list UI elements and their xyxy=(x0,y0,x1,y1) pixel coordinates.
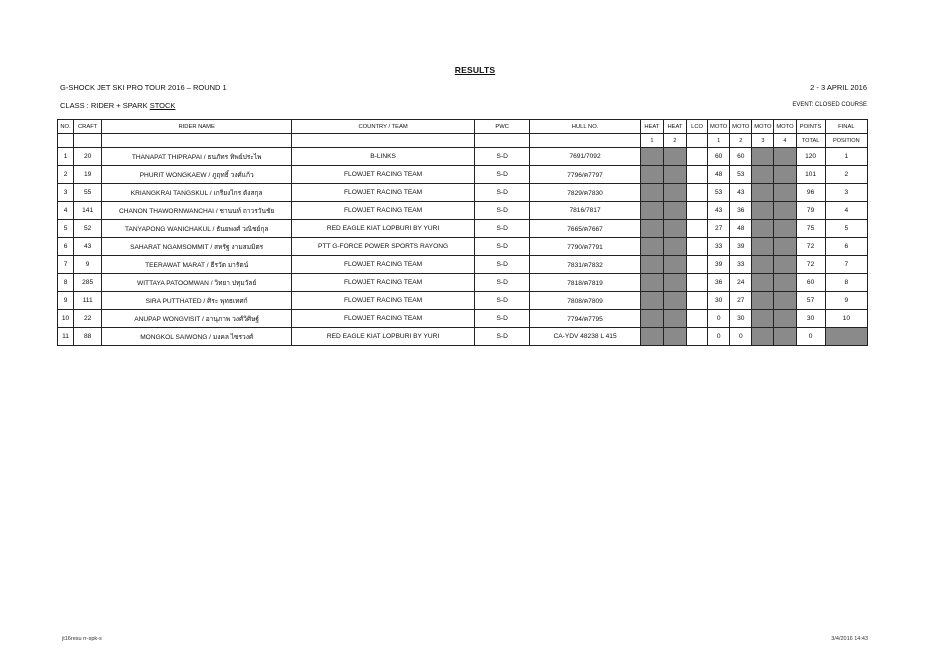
table-row xyxy=(58,166,868,184)
cell-moto-2: 27 xyxy=(730,292,752,310)
cell-moto-1: 33 xyxy=(708,238,730,256)
cell-moto-3 xyxy=(752,256,774,274)
cell-hull-no: 7665/ค7667 xyxy=(530,220,641,238)
cell-moto-3 xyxy=(752,274,774,292)
table-row xyxy=(58,292,868,310)
cell-heat-1 xyxy=(640,238,663,256)
subheader-empty xyxy=(292,134,475,148)
sub-total: TOTAL xyxy=(796,134,825,148)
cell-lco xyxy=(687,238,708,256)
cell-country-team: FLOWJET RACING TEAM xyxy=(292,274,475,292)
table-row xyxy=(58,274,868,292)
cell-points-total: 75 xyxy=(796,220,825,238)
cell-moto-2: 60 xyxy=(730,148,752,166)
cell-no: 11 xyxy=(58,328,74,346)
col-heat-2: HEAT xyxy=(663,120,686,134)
cell-moto-3 xyxy=(752,238,774,256)
cell-moto-4 xyxy=(774,148,796,166)
cell-moto-2: 30 xyxy=(730,310,752,328)
cell-hull-no: 7808/ค7809 xyxy=(530,292,641,310)
cell-country-team: FLOWJET RACING TEAM xyxy=(292,184,475,202)
col-pwc: PWC xyxy=(475,120,530,134)
cell-heat-2 xyxy=(663,202,686,220)
col-moto-2: MOTO xyxy=(730,120,752,134)
subheader-empty xyxy=(74,134,102,148)
cell-hull-no: 7796/ค7797 xyxy=(530,166,641,184)
results-title: RESULTS xyxy=(454,65,496,75)
cell-rider-name: CHANON THAWORNWANCHAI / ชานนท์ ถาวรวันชัย xyxy=(102,202,292,220)
cell-moto-1: 30 xyxy=(708,292,730,310)
table-row xyxy=(58,220,868,238)
cell-no: 3 xyxy=(58,184,74,202)
cell-heat-2 xyxy=(663,166,686,184)
sub-heat-2: 2 xyxy=(663,134,686,148)
col-lco: LCO xyxy=(687,120,708,134)
cell-moto-3 xyxy=(752,202,774,220)
cell-heat-1 xyxy=(640,184,663,202)
cell-country-team: PTT G-FORCE POWER SPORTS RAYONG xyxy=(292,238,475,256)
cell-final-position: 3 xyxy=(825,184,867,202)
footer-file-name: jt16resu rr-spk-s xyxy=(62,636,102,642)
subheader-empty xyxy=(58,134,74,148)
cell-no: 10 xyxy=(58,310,74,328)
subheader-empty xyxy=(475,134,530,148)
cell-final-position: 7 xyxy=(825,256,867,274)
cell-moto-1: 0 xyxy=(708,328,730,346)
col-country: COUNTRY / TEAM xyxy=(292,120,475,134)
cell-rider-name: MONGKOL SAIWONG / มงคล ไซรวงศ์ xyxy=(102,328,292,346)
sub-moto-3: 3 xyxy=(752,134,774,148)
class-prefix: CLASS : RIDER + SPARK xyxy=(60,101,150,110)
cell-rider-name: PHURIT WONGKAEW / ภูฤทธิ์ วงศ์แก้ว xyxy=(102,166,292,184)
table-row xyxy=(58,202,868,220)
cell-no: 4 xyxy=(58,202,74,220)
cell-pwc: S-D xyxy=(475,274,530,292)
cell-craft: 88 xyxy=(74,328,102,346)
cell-points-total: 79 xyxy=(796,202,825,220)
cell-points-total: 60 xyxy=(796,274,825,292)
cell-moto-3 xyxy=(752,184,774,202)
cell-final-position xyxy=(825,328,867,346)
cell-heat-1 xyxy=(640,166,663,184)
cell-moto-1: 60 xyxy=(708,148,730,166)
table-row xyxy=(58,184,868,202)
cell-moto-3 xyxy=(752,292,774,310)
class-line xyxy=(60,101,175,110)
cell-country-team: B-LINKS xyxy=(292,148,475,166)
cell-lco xyxy=(687,148,708,166)
cell-moto-2: 24 xyxy=(730,274,752,292)
cell-hull-no: 7831/ค7832 xyxy=(530,256,641,274)
cell-heat-1 xyxy=(640,256,663,274)
cell-rider-name: SIRA PUTTHATED / ศิระ พุทธเทศก์ xyxy=(102,292,292,310)
cell-moto-1: 39 xyxy=(708,256,730,274)
cell-no: 8 xyxy=(58,274,74,292)
cell-heat-2 xyxy=(663,148,686,166)
cell-hull-no: 7691/7092 xyxy=(530,148,641,166)
cell-final-position: 2 xyxy=(825,166,867,184)
cell-moto-1: 53 xyxy=(708,184,730,202)
cell-country-team: FLOWJET RACING TEAM xyxy=(292,166,475,184)
subheader-empty xyxy=(102,134,292,148)
cell-craft: 111 xyxy=(74,292,102,310)
cell-country-team: RED EAGLE KIAT LOPBURI BY YURI xyxy=(292,220,475,238)
cell-hull-no: 7790/ค7791 xyxy=(530,238,641,256)
cell-no: 6 xyxy=(58,238,74,256)
table-row xyxy=(58,148,868,166)
cell-moto-4 xyxy=(774,256,796,274)
cell-rider-name: WITTAYA PATOOMWAN / วิทยา ปทุมวัลย์ xyxy=(102,274,292,292)
cell-no: 7 xyxy=(58,256,74,274)
cell-hull-no: 7818/ค7819 xyxy=(530,274,641,292)
cell-points-total: 101 xyxy=(796,166,825,184)
cell-heat-1 xyxy=(640,220,663,238)
cell-no: 9 xyxy=(58,292,74,310)
cell-moto-3 xyxy=(752,166,774,184)
event-type: EVENT: CLOSED COURSE xyxy=(792,102,867,108)
cell-heat-2 xyxy=(663,238,686,256)
subheader-row xyxy=(58,134,868,148)
cell-hull-no: 7829/ค7830 xyxy=(530,184,641,202)
cell-moto-4 xyxy=(774,274,796,292)
col-points: POINTS xyxy=(796,120,825,134)
cell-final-position: 4 xyxy=(825,202,867,220)
cell-lco xyxy=(687,256,708,274)
results-body xyxy=(58,148,868,346)
cell-heat-2 xyxy=(663,220,686,238)
cell-rider-name: SAHARAT NGAMSOMMIT / สหรัฐ งามสมมิตร xyxy=(102,238,292,256)
cell-pwc: S-D xyxy=(475,238,530,256)
cell-moto-2: 43 xyxy=(730,184,752,202)
cell-moto-1: 0 xyxy=(708,310,730,328)
col-no: NO. xyxy=(58,120,74,134)
cell-heat-1 xyxy=(640,202,663,220)
cell-hull-no: CA-YDV 48238 L 415 xyxy=(530,328,641,346)
col-craft: CRAFT xyxy=(74,120,102,134)
cell-heat-2 xyxy=(663,292,686,310)
cell-pwc: S-D xyxy=(475,256,530,274)
cell-moto-4 xyxy=(774,310,796,328)
cell-heat-2 xyxy=(663,328,686,346)
cell-craft: 20 xyxy=(74,148,102,166)
cell-moto-4 xyxy=(774,184,796,202)
cell-moto-3 xyxy=(752,148,774,166)
cell-moto-3 xyxy=(752,310,774,328)
col-moto-4: MOTO xyxy=(774,120,796,134)
sub-heat-1: 1 xyxy=(640,134,663,148)
cell-rider-name: TEERAWAT MARAT / ธีรวัต มารัตน์ xyxy=(102,256,292,274)
cell-lco xyxy=(687,202,708,220)
cell-craft: 43 xyxy=(74,238,102,256)
cell-pwc: S-D xyxy=(475,148,530,166)
table-row xyxy=(58,328,868,346)
col-moto-3: MOTO xyxy=(752,120,774,134)
cell-pwc: S-D xyxy=(475,220,530,238)
cell-moto-4 xyxy=(774,328,796,346)
cell-pwc: S-D xyxy=(475,202,530,220)
cell-moto-3 xyxy=(752,328,774,346)
cell-pwc: S-D xyxy=(475,184,530,202)
cell-country-team: FLOWJET RACING TEAM xyxy=(292,292,475,310)
cell-lco xyxy=(687,328,708,346)
col-moto-1: MOTO xyxy=(708,120,730,134)
cell-country-team: FLOWJET RACING TEAM xyxy=(292,310,475,328)
cell-points-total: 57 xyxy=(796,292,825,310)
col-hull: HULL NO. xyxy=(530,120,641,134)
cell-craft: 52 xyxy=(74,220,102,238)
cell-lco xyxy=(687,184,708,202)
subheader-empty xyxy=(530,134,641,148)
cell-moto-2: 0 xyxy=(730,328,752,346)
cell-craft: 19 xyxy=(74,166,102,184)
cell-lco xyxy=(687,292,708,310)
cell-pwc: S-D xyxy=(475,166,530,184)
cell-moto-2: 53 xyxy=(730,166,752,184)
class-emphasis: STOCK xyxy=(149,101,176,110)
cell-country-team: RED EAGLE KIAT LOPBURI BY YURI xyxy=(292,328,475,346)
cell-craft: 285 xyxy=(74,274,102,292)
cell-pwc: S-D xyxy=(475,328,530,346)
cell-moto-2: 48 xyxy=(730,220,752,238)
cell-moto-4 xyxy=(774,202,796,220)
cell-final-position: 5 xyxy=(825,220,867,238)
cell-points-total: 120 xyxy=(796,148,825,166)
cell-moto-2: 39 xyxy=(730,238,752,256)
col-final: FINAL xyxy=(825,120,867,134)
col-heat-1: HEAT xyxy=(640,120,663,134)
cell-heat-2 xyxy=(663,310,686,328)
cell-rider-name: KRIANGKRAI TANGSKUL / เกรียงไกร ตังสกุล xyxy=(102,184,292,202)
cell-final-position: 10 xyxy=(825,310,867,328)
cell-heat-1 xyxy=(640,148,663,166)
event-name: G-SHOCK JET SKI PRO TOUR 2016 – ROUND 1 xyxy=(60,83,227,92)
cell-moto-4 xyxy=(774,166,796,184)
cell-no: 5 xyxy=(58,220,74,238)
cell-moto-1: 48 xyxy=(708,166,730,184)
results-table xyxy=(57,119,868,346)
cell-lco xyxy=(687,274,708,292)
cell-moto-1: 27 xyxy=(708,220,730,238)
cell-final-position: 9 xyxy=(825,292,867,310)
table-row xyxy=(58,310,868,328)
cell-moto-4 xyxy=(774,220,796,238)
cell-moto-3 xyxy=(752,220,774,238)
cell-moto-4 xyxy=(774,238,796,256)
cell-hull-no: 7816/7817 xyxy=(530,202,641,220)
cell-moto-2: 33 xyxy=(730,256,752,274)
cell-final-position: 1 xyxy=(825,148,867,166)
cell-final-position: 8 xyxy=(825,274,867,292)
cell-points-total: 30 xyxy=(796,310,825,328)
cell-heat-1 xyxy=(640,310,663,328)
cell-no: 2 xyxy=(58,166,74,184)
cell-pwc: S-D xyxy=(475,292,530,310)
cell-moto-1: 43 xyxy=(708,202,730,220)
cell-country-team: FLOWJET RACING TEAM xyxy=(292,256,475,274)
cell-no: 1 xyxy=(58,148,74,166)
cell-moto-2: 36 xyxy=(730,202,752,220)
cell-lco xyxy=(687,166,708,184)
header-row xyxy=(58,120,868,134)
cell-rider-name: TANYAPONG WANICHAKUL / ธันยพงศ์ วณิชย์กุล xyxy=(102,220,292,238)
table-row xyxy=(58,238,868,256)
cell-points-total: 0 xyxy=(796,328,825,346)
cell-heat-2 xyxy=(663,256,686,274)
sub-moto-4: 4 xyxy=(774,134,796,148)
cell-lco xyxy=(687,220,708,238)
cell-craft: 22 xyxy=(74,310,102,328)
cell-points-total: 72 xyxy=(796,238,825,256)
col-rider: RIDER NAME xyxy=(102,120,292,134)
sub-moto-1: 1 xyxy=(708,134,730,148)
footer-printed-at: 3/4/2016 14:43 xyxy=(831,636,868,642)
cell-pwc: S-D xyxy=(475,310,530,328)
cell-heat-1 xyxy=(640,292,663,310)
cell-rider-name: THANAPAT THIPRAPAI / ธนภัทร ทิพย์ประไพ xyxy=(102,148,292,166)
cell-craft: 9 xyxy=(74,256,102,274)
cell-hull-no: 7794/ค7795 xyxy=(530,310,641,328)
cell-heat-1 xyxy=(640,274,663,292)
cell-heat-2 xyxy=(663,184,686,202)
cell-final-position: 6 xyxy=(825,238,867,256)
sub-moto-2: 2 xyxy=(730,134,752,148)
cell-moto-4 xyxy=(774,292,796,310)
table-row xyxy=(58,256,868,274)
subheader-empty xyxy=(687,134,708,148)
sub-position: POSITION xyxy=(825,134,867,148)
cell-lco xyxy=(687,310,708,328)
cell-points-total: 96 xyxy=(796,184,825,202)
cell-moto-1: 36 xyxy=(708,274,730,292)
cell-heat-2 xyxy=(663,274,686,292)
cell-craft: 141 xyxy=(74,202,102,220)
cell-country-team: FLOWJET RACING TEAM xyxy=(292,202,475,220)
cell-rider-name: ANUPAP WONGVISIT / อานุภาพ วงศ์วิศิษฐ์ xyxy=(102,310,292,328)
cell-craft: 55 xyxy=(74,184,102,202)
event-dates: 2 - 3 APRIL 2016 xyxy=(810,83,867,92)
cell-points-total: 72 xyxy=(796,256,825,274)
cell-heat-1 xyxy=(640,328,663,346)
